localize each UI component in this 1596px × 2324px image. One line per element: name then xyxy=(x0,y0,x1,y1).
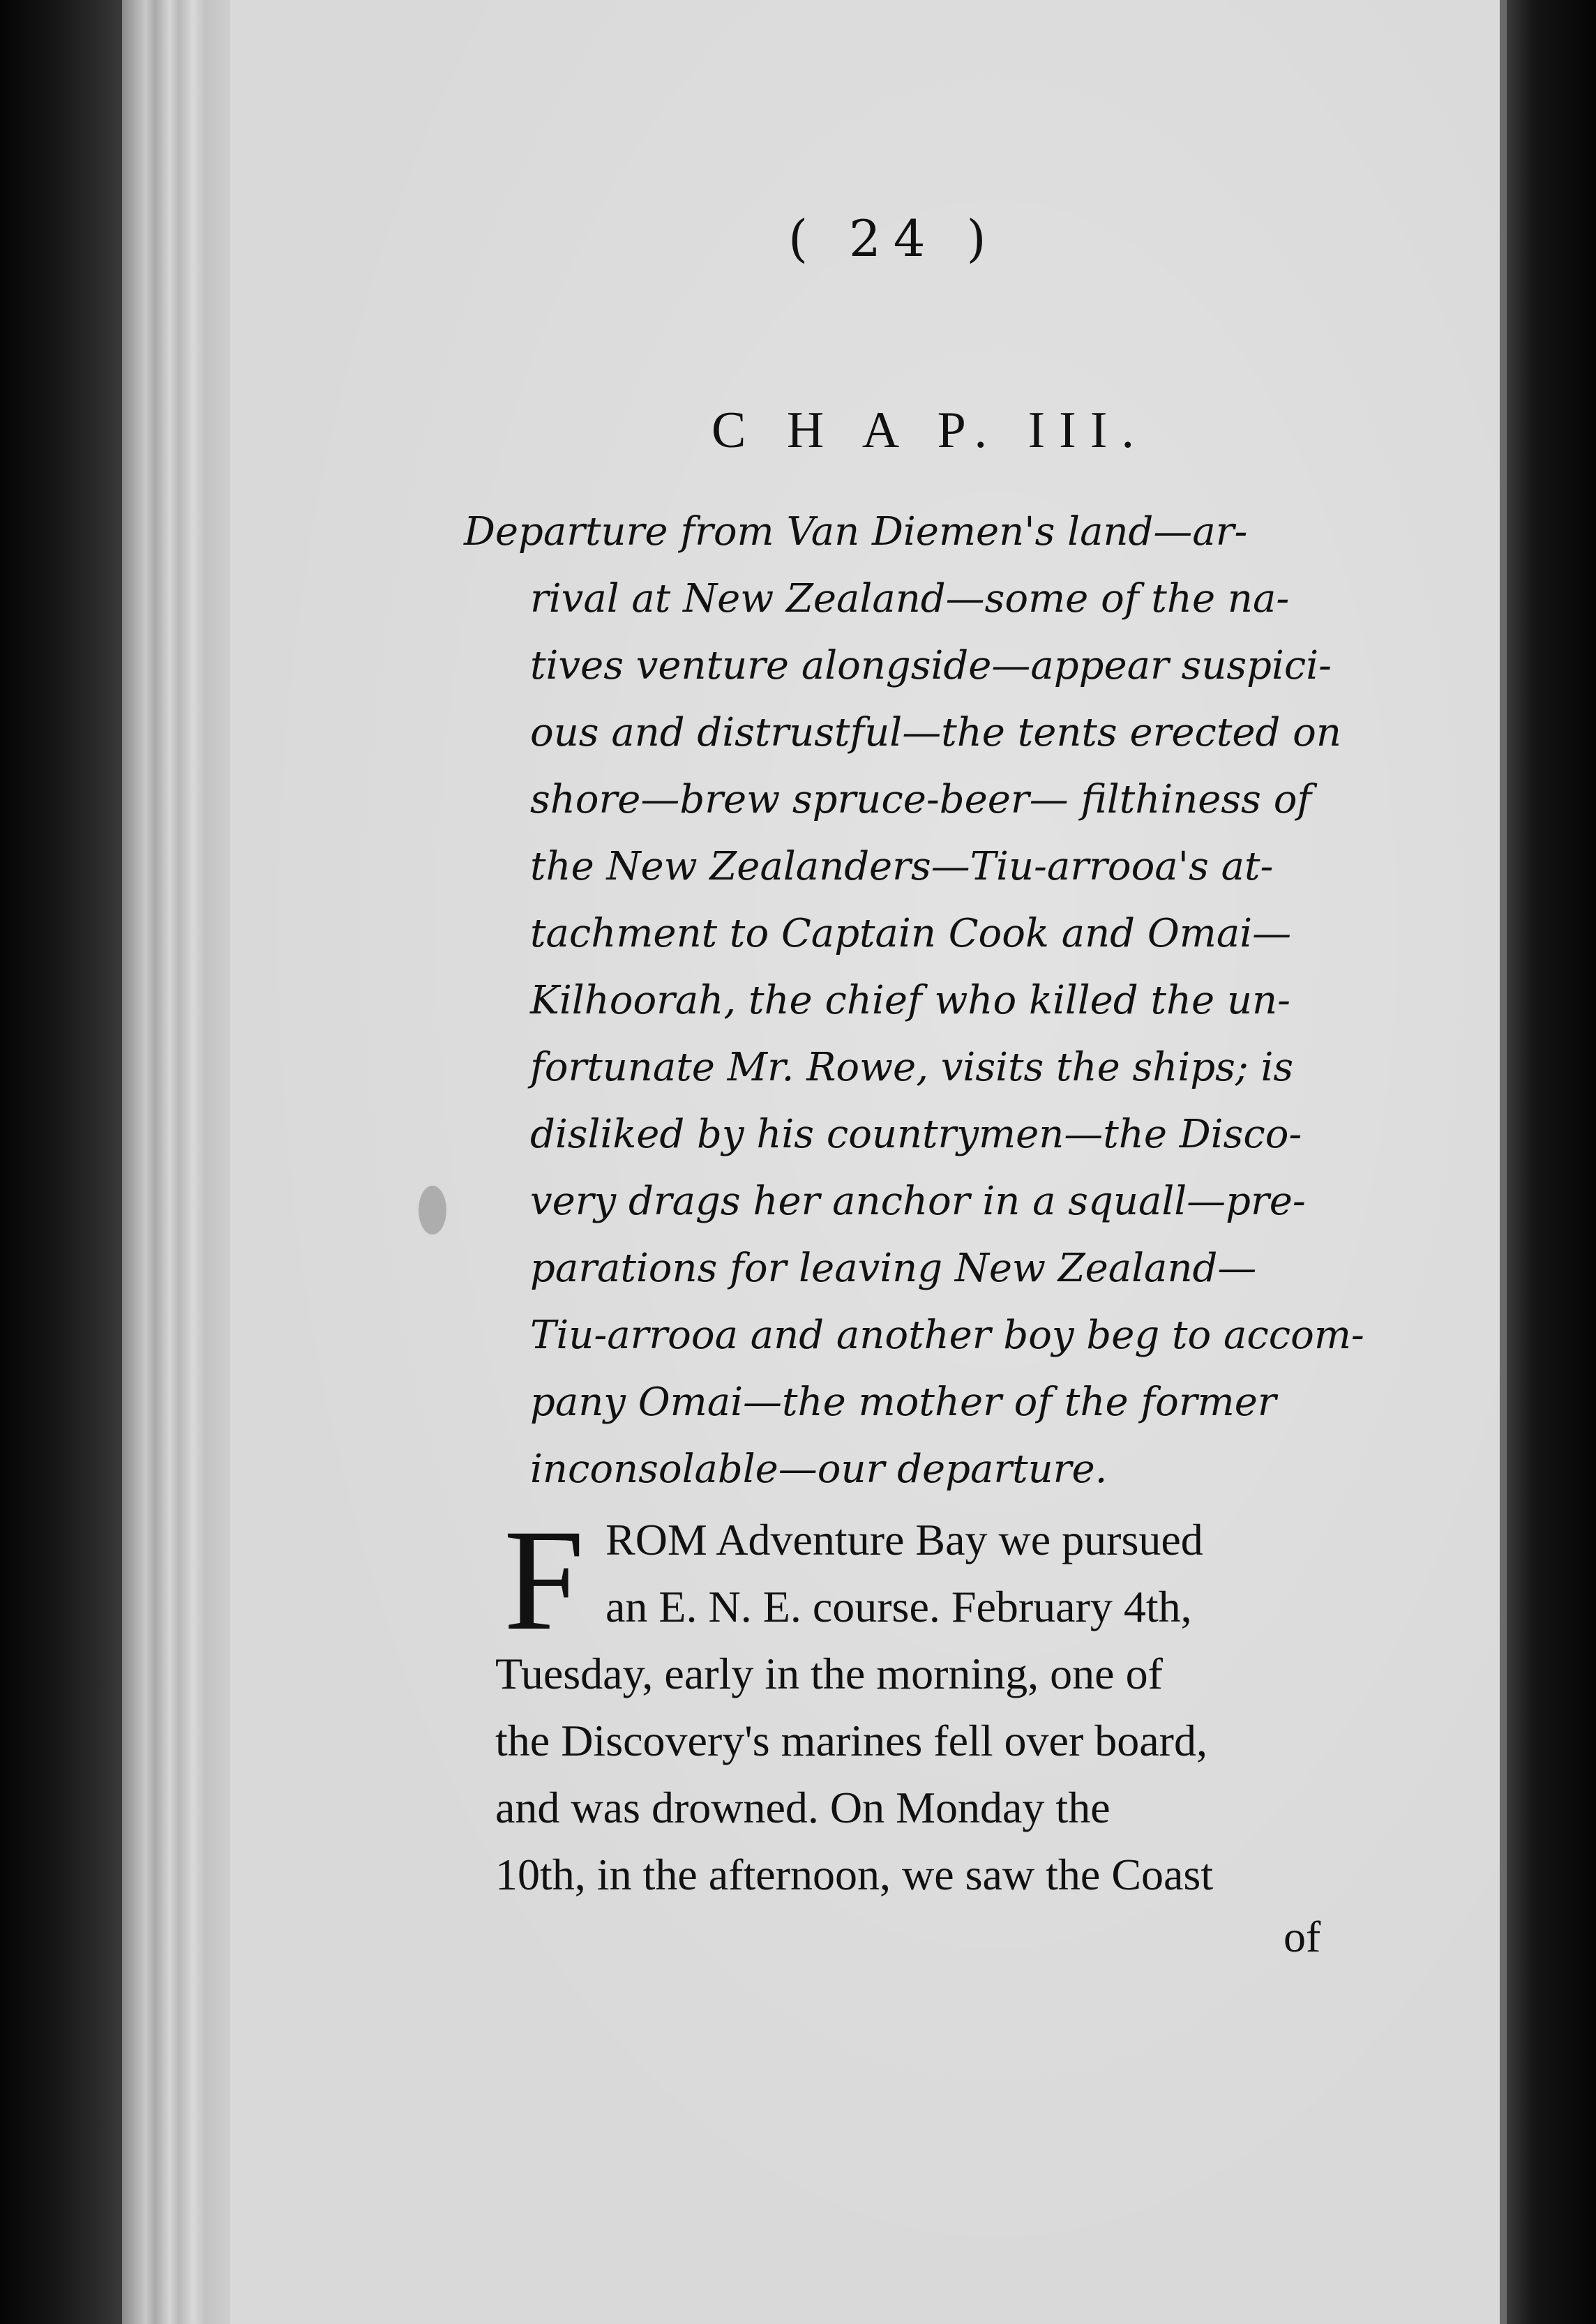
summary-line: very drags her anchor in a squall—pre- xyxy=(530,1179,1306,1224)
summary-line: shore—brew spruce-beer— filthiness of xyxy=(530,777,1312,822)
page-number: ( 24 ) xyxy=(788,209,999,268)
body-line: an E. N. E. course. February 4th, xyxy=(605,1582,1192,1631)
drop-cap-letter: F xyxy=(504,1500,585,1660)
summary-line: the New Zealanders—Tiu-arrooa's at- xyxy=(530,844,1274,889)
page-stack-edges xyxy=(122,0,241,2324)
summary-line: fortunate Mr. Rowe, visits the ships; is xyxy=(530,1045,1294,1090)
book-binding-right xyxy=(1507,0,1596,2324)
body-paragraph xyxy=(495,1500,1332,1908)
book-binding-left xyxy=(0,0,122,2324)
summary-line: pany Omai—the mother of the former xyxy=(530,1380,1277,1425)
catchword: of xyxy=(1283,1912,1321,1961)
body-line: 10th, in the afternoon, we saw the Coast xyxy=(495,1850,1214,1899)
body-line: Tuesday, early in the morning, one of xyxy=(495,1649,1163,1698)
summary-line: parations for leaving New Zealand— xyxy=(530,1246,1257,1291)
chapter-summary xyxy=(464,499,1364,1503)
body-line: and was drowned. On Monday the xyxy=(495,1783,1111,1832)
summary-line: rival at New Zealand—some of the na- xyxy=(530,576,1290,621)
body-line: the Discovery's marines fell over board, xyxy=(495,1716,1207,1765)
summary-line: tives venture alongside—appear suspici- xyxy=(530,643,1332,688)
chapter-title: C H A P. III. xyxy=(712,402,1148,459)
summary-line: tachment to Captain Cook and Omai— xyxy=(530,911,1292,956)
summary-line: Kilhoorah, the chief who killed the un- xyxy=(530,978,1291,1023)
summary-line: inconsolable—our departure. xyxy=(530,1447,1108,1492)
summary-line: disliked by his countrymen—the Disco- xyxy=(530,1112,1302,1157)
body-line: ROM Adventure Bay we pursued xyxy=(605,1515,1203,1564)
summary-line: ous and distrustful—the tents erected on xyxy=(530,710,1341,755)
summary-line: Departure from Van Diemen's land—ar- xyxy=(464,509,1248,554)
summary-line: Tiu-arrooa and another boy beg to accom- xyxy=(530,1313,1364,1358)
page-smudge xyxy=(419,1186,446,1235)
